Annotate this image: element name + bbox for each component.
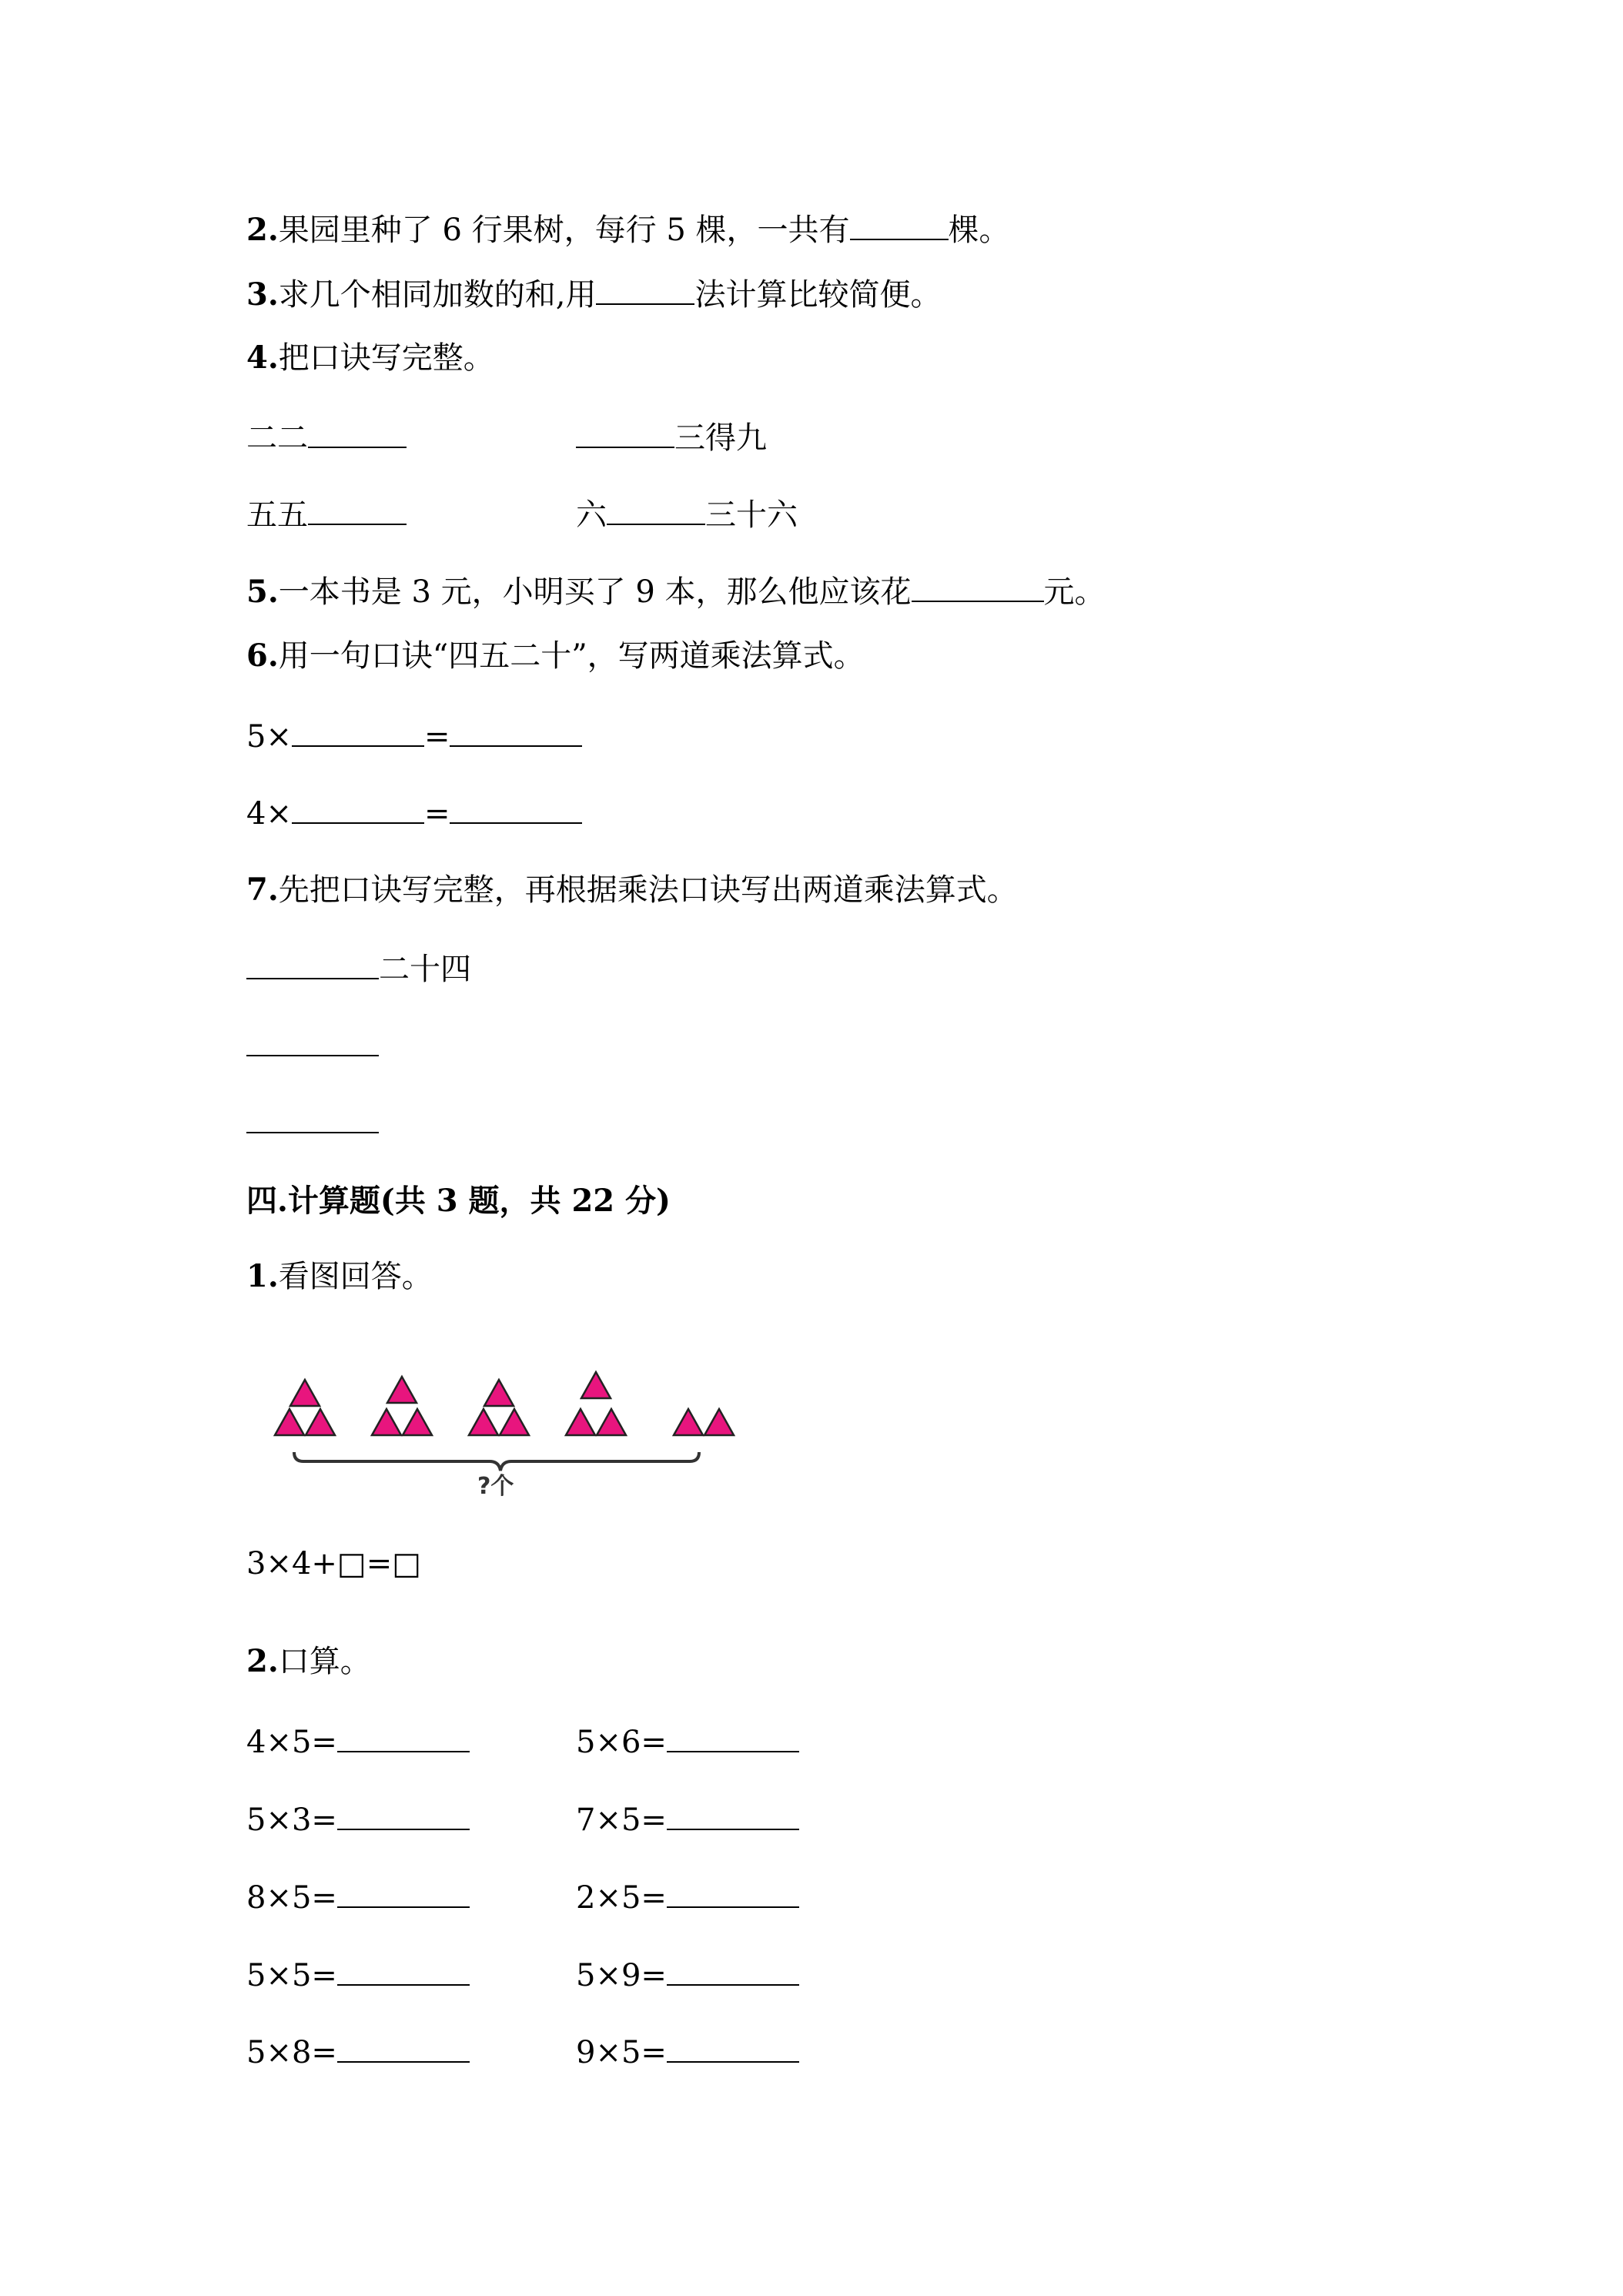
q4-row2-right (576, 493, 798, 537)
answer-blank[interactable] (596, 273, 694, 305)
answer-blank[interactable] (450, 715, 582, 747)
mental-row-right (576, 2030, 799, 2074)
question-text-end: 棵。 (948, 213, 1010, 248)
answer-blank[interactable] (337, 1720, 470, 1752)
mental-row-right (576, 1876, 799, 1919)
answer-blank[interactable] (667, 1720, 799, 1752)
equals-sign: = (423, 796, 450, 832)
calc-2-title (246, 1640, 371, 1683)
question-number: 4. (246, 340, 279, 376)
question-text-end: 法计算比较简便。 (694, 277, 942, 313)
mental-row (246, 1953, 470, 1997)
triangle (403, 1409, 432, 1435)
calc-1-equation: 3×4+□=□ (246, 1546, 422, 1581)
answer-blank[interactable] (912, 570, 1044, 602)
q7-equation-2 (246, 1101, 379, 1145)
answer-blank[interactable] (607, 493, 705, 525)
answer-blank[interactable] (667, 1953, 799, 1986)
answer-blank[interactable] (246, 1101, 379, 1133)
answer-blank[interactable] (308, 493, 407, 525)
answer-blank[interactable] (292, 792, 424, 824)
verse-prefix: 二二 (246, 420, 308, 456)
q7-verse (246, 947, 471, 991)
answer-blank[interactable] (667, 2030, 799, 2063)
triangle (372, 1409, 401, 1435)
answer-blank[interactable] (292, 715, 424, 747)
mental-expression: 5×9= (576, 1958, 667, 1993)
triangle (484, 1380, 514, 1406)
answer-blank[interactable] (667, 1876, 799, 1908)
verse-suffix: 二十四 (379, 952, 471, 987)
question-text: 看图回答。 (278, 1259, 433, 1294)
mental-row (246, 1798, 470, 1842)
mental-row-right (576, 1953, 799, 1997)
triangle (500, 1409, 529, 1435)
triangle (566, 1409, 595, 1435)
triangle (469, 1409, 498, 1435)
verse-suffix: 三得九 (674, 420, 767, 456)
question-text: 口算。 (278, 1644, 371, 1679)
triangle (597, 1409, 626, 1435)
verse-suffix: 三十六 (705, 497, 798, 533)
answer-blank[interactable] (337, 1953, 470, 1986)
question-3 (246, 273, 941, 316)
question-2 (246, 208, 1010, 252)
mental-row (246, 1876, 470, 1919)
q4-row1-left (246, 416, 407, 460)
question-text: 把口诀写完整。 (278, 340, 494, 376)
mental-expression: 5×8= (246, 2035, 337, 2070)
answer-blank[interactable] (450, 792, 582, 824)
figure-label: ?个 (477, 1473, 514, 1500)
q6-equation-1 (246, 715, 582, 758)
brace (294, 1452, 699, 1471)
equation-prefix: 4× (246, 796, 292, 832)
mental-expression: 2×5= (576, 1880, 667, 1916)
answer-blank[interactable] (246, 1024, 379, 1056)
answer-blank[interactable] (246, 947, 379, 979)
answer-blank[interactable] (337, 1876, 470, 1908)
mental-expression: 8×5= (246, 1880, 337, 1916)
answer-blank[interactable] (667, 1798, 799, 1830)
question-5 (246, 570, 1106, 614)
triangle (290, 1380, 320, 1406)
triangle (674, 1409, 703, 1435)
verse-prefix: 五五 (246, 497, 308, 533)
mental-expression: 7×5= (576, 1802, 667, 1838)
question-number: 6. (246, 638, 279, 674)
triangle-figure (246, 1363, 739, 1501)
question-number: 7. (246, 872, 279, 908)
question-4-title (246, 336, 494, 380)
question-text: 一本书是 3 元，小明买了 9 本，那么他应该花 (278, 574, 912, 610)
triangle (704, 1409, 734, 1435)
answer-blank[interactable] (576, 416, 674, 448)
q4-row2-left (246, 493, 407, 537)
q4-row1-right (576, 416, 767, 460)
question-text: 果园里种了 6 行果树，每行 5 棵，一共有 (278, 213, 850, 248)
answer-blank[interactable] (337, 2030, 470, 2063)
triangle-group (275, 1372, 734, 1435)
calc-1-title (246, 1255, 433, 1298)
mental-expression: 9×5= (576, 2035, 667, 2070)
q6-equation-2 (246, 792, 582, 835)
mental-row (246, 2030, 470, 2074)
question-number: 2. (246, 212, 279, 248)
question-6-title (246, 634, 865, 678)
question-number: 2. (246, 1643, 279, 1679)
equation-prefix: 5× (246, 719, 292, 755)
triangle (387, 1377, 417, 1403)
verse-prefix: 六 (576, 497, 607, 533)
triangle (306, 1409, 335, 1435)
question-number: 3. (246, 276, 279, 313)
q7-equation-1 (246, 1024, 379, 1068)
mental-expression: 4×5= (246, 1725, 337, 1760)
section-heading: 四.计算题(共 3 题，共 22 分) (246, 1183, 671, 1219)
mental-expression: 5×6= (576, 1725, 667, 1760)
mental-expression: 5×3= (246, 1802, 337, 1838)
question-number: 1. (246, 1258, 279, 1294)
question-text: 用一句口诀“四五二十”，写两道乘法算式。 (278, 638, 865, 674)
triangle (581, 1372, 611, 1398)
mental-row (246, 1720, 470, 1764)
question-text-end: 元。 (1043, 574, 1106, 610)
triangle (275, 1409, 304, 1435)
question-text: 先把口诀写完整，再根据乘法口诀写出两道乘法算式。 (278, 872, 1018, 908)
answer-blank[interactable] (308, 416, 407, 448)
question-text: 求几个相同加数的和,用 (278, 277, 597, 313)
question-7-title (246, 869, 1018, 912)
mental-row-right (576, 1720, 799, 1764)
question-number: 5. (246, 574, 279, 610)
answer-blank[interactable] (337, 1798, 470, 1830)
answer-blank[interactable] (850, 208, 949, 240)
mental-row-right (576, 1798, 799, 1842)
mental-expression: 5×5= (246, 1958, 337, 1993)
equals-sign: = (423, 719, 450, 755)
